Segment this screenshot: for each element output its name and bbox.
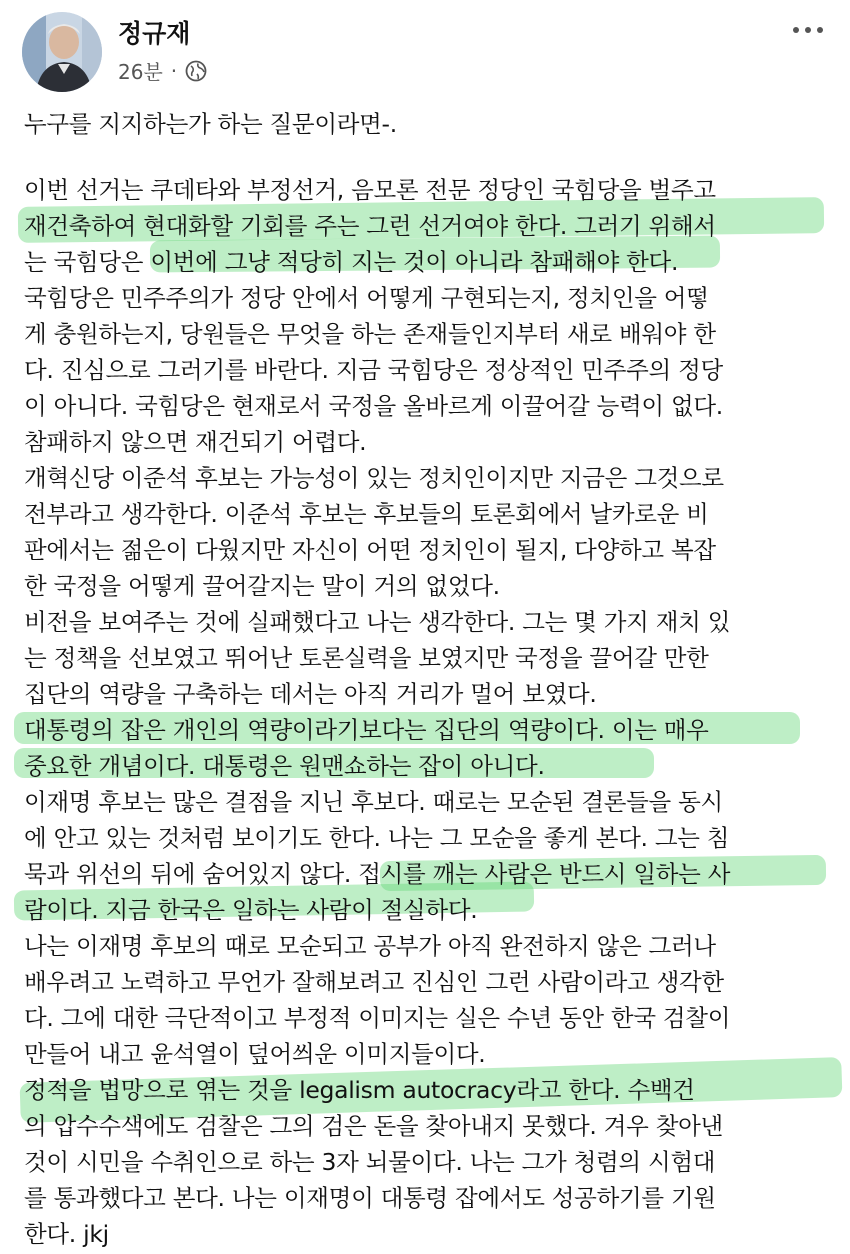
post-line: 재건축하여 현대화할 기회를 주는 그런 선거여야 한다. 그러기 위해서: [24, 212, 716, 240]
post-line: 판에서는 젊은이 다웠지만 자신이 어떤 정치인이 될지, 다양하고 복잡: [24, 536, 716, 564]
post-time[interactable]: 26분: [118, 60, 163, 84]
post-line: 한 국정을 어떻게 끌어갈지는 말이 거의 없었다.: [24, 572, 500, 600]
post-line: 의 압수수색에도 검찰은 그의 검은 돈을 찾아내지 못했다. 겨우 찾아낸: [24, 1112, 723, 1140]
post-line: 묵과 위선의 뒤에 숨어있지 않다. 접시를 깨는 사람은 반드시 일하는 사: [24, 860, 731, 888]
post-line: 람이다. 지금 한국은 일하는 사람이 절실하다.: [24, 896, 478, 924]
post-line: 중요한 개념이다. 대통령은 원맨쇼하는 잡이 아니다.: [24, 752, 545, 780]
post-line: 개혁신당 이준석 후보는 가능성이 있는 정치인이지만 지금은 그것으로: [24, 464, 724, 492]
post-line: 것이 시민을 수취인으로 하는 3자 뇌물이다. 나는 그가 청렴의 시험대: [24, 1148, 716, 1176]
post-line: 비전을 보여주는 것에 실패했다고 나는 생각한다. 그는 몇 가지 재치 있: [24, 608, 731, 636]
post-line: 다. 그에 대한 극단적이고 부정적 이미지는 실은 수년 동안 한국 검찰이: [24, 1004, 731, 1032]
post-header: [0, 0, 850, 100]
post-line: 집단의 역량을 구축하는 데서는 아직 거리가 멀어 보였다.: [24, 680, 597, 708]
post-line: 게 충원하는지, 당원들은 무엇을 하는 존재들인지부터 새로 배워야 한: [24, 320, 716, 348]
post-line: 정적을 법망으로 엮는 것을 legalism autocracy라고 한다. 수백건: [24, 1076, 695, 1104]
post-line: 이번 선거는 쿠데타와 부정선거, 음모론 전문 정당인 국힘당을 벌주고: [24, 176, 716, 204]
post-line: 를 통과했다고 본다. 나는 이재명이 대통령 잡에서도 성공하기를 기원: [24, 1184, 716, 1212]
globe-icon: [185, 60, 207, 82]
post-line: 한다. jkj: [24, 1220, 109, 1248]
post-line: 배우려고 노력하고 무언가 잘해보려고 진심인 그런 사람이라고 생각한: [24, 968, 724, 996]
post-line: 는 국힘당은 이번에 그냥 적당히 지는 것이 아니라 참패해야 한다.: [24, 248, 679, 276]
post-meta: [118, 56, 207, 85]
post-line: 만들어 내고 윤석열이 덮어씌운 이미지들이다.: [24, 1040, 486, 1068]
post-line: 이재명 후보는 많은 결점을 지닌 후보다. 때로는 모순된 결론들을 동시: [24, 788, 723, 816]
post-line: 참패하지 않으면 재건되기 어렵다.: [24, 428, 367, 456]
more-options-button[interactable]: [790, 20, 826, 40]
more-horizontal-icon: [805, 27, 811, 33]
post-line: 나는 이재명 후보의 때로 모순되고 공부가 아직 완전하지 않은 그러나: [24, 932, 716, 960]
post-line: 는 정책을 선보였고 뛰어난 토론실력을 보였지만 국정을 끌어갈 만한: [24, 644, 709, 672]
post-line: 국힘당은 민주주의가 정당 안에서 어떻게 구현되는지, 정치인을 어떻: [24, 284, 709, 312]
more-horizontal-icon: [793, 27, 799, 33]
avatar[interactable]: [22, 12, 102, 92]
post-line: 대통령의 잡은 개인의 역량이라기보다는 집단의 역량이다. 이는 매우: [24, 716, 709, 744]
post-line: 누구를 지지하는가 하는 질문이라면-.: [24, 110, 397, 138]
author-name[interactable]: 정규재: [118, 19, 191, 48]
post-line: 전부라고 생각한다. 이준석 후보는 후보들의 토론회에서 날카로운 비: [24, 500, 709, 528]
post-line: 에 안고 있는 것처럼 보이기도 한다. 나는 그 모순을 좋게 본다. 그는 침: [24, 824, 730, 852]
post-line: 다. 진심으로 그러기를 바란다. 지금 국힘당은 정상적인 민주주의 정당: [24, 356, 723, 384]
profile-photo-icon: [22, 12, 102, 92]
meta-separator: ·: [170, 58, 178, 83]
more-horizontal-icon: [817, 27, 823, 33]
post-line: 이 아니다. 국힘당은 현재로서 국정을 올바르게 이끌어갈 능력이 없다.: [24, 392, 723, 420]
